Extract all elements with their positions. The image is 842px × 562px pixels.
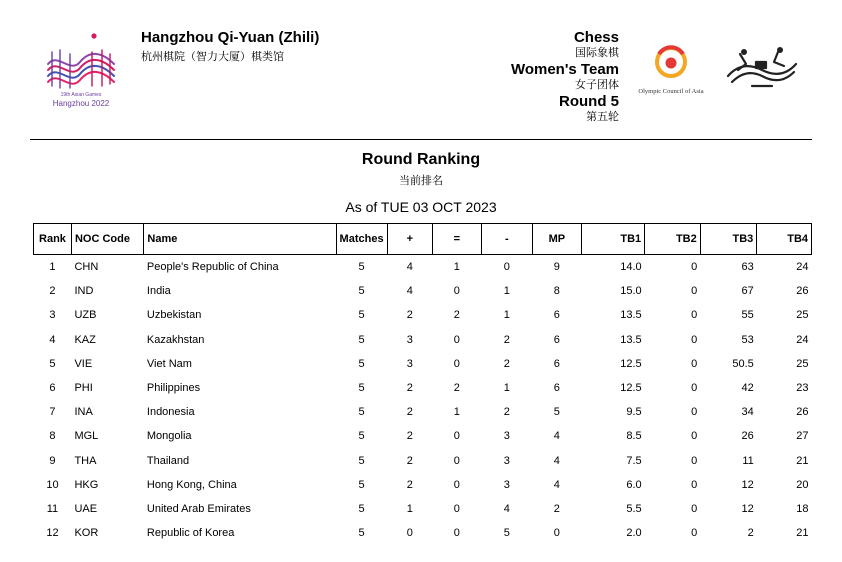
cell-name: People's Republic of China [146,261,279,274]
cell-tb2: 0 [691,357,698,370]
cell-won: 2 [406,478,413,491]
cell-tb1: 9.5 [626,406,642,419]
col-header-noc: NOC Code [71,224,143,255]
cell-tb2: 0 [691,309,698,322]
cell-matches: 5 [358,309,365,322]
cell-rank: 10 [46,478,59,491]
event-name-en: Women's Team [510,61,619,78]
cell-drawn: 0 [453,502,460,515]
cell-tb2: 0 [691,261,698,274]
cell-tb3: 12 [741,502,754,515]
cell-tb2: 0 [691,285,698,298]
cell-name: Kazakhstan [146,333,205,346]
cell-tb2: 0 [691,478,698,491]
table-row [34,328,812,352]
cell-tb2: 0 [691,454,698,467]
cell-matches: 5 [358,478,365,491]
cell-tb1: 6.0 [626,478,642,491]
cell-rank: 6 [49,382,56,395]
cell-tb2: 0 [691,430,698,443]
round-name-en: Round 5 [559,93,619,110]
cell-tb2: 0 [691,382,698,395]
cell-tb1: 14.0 [620,261,642,274]
cell-drawn: 0 [453,478,460,491]
sport-name-zh: 国际象棋 [575,47,619,59]
cell-tb1: 5.5 [626,502,642,515]
cell-drawn: 0 [453,333,460,346]
cell-matches: 5 [358,406,365,419]
cell-name: United Arab Emirates [146,502,251,515]
table-row [34,376,812,400]
cell-noc: INA [74,406,93,419]
cell-won: 2 [406,454,413,467]
cell-tb4: 20 [796,478,809,491]
cell-name: Philippines [146,382,201,395]
cell-tb2: 0 [691,333,698,346]
cell-name: Indonesia [146,406,195,419]
cell-rank: 8 [49,430,56,443]
cell-tb4: 25 [796,357,809,370]
venue-name-en: Hangzhou Qi-Yuan (Zhili) [141,29,320,46]
cell-rank: 7 [49,406,56,419]
cell-rank: 4 [49,333,56,346]
cell-drawn: 0 [453,527,460,540]
cell-lost: 0 [503,261,510,274]
cell-lost: 3 [503,454,510,467]
asian-games-logo [40,30,122,112]
table-row [34,449,812,473]
as-of-date: As of TUE 03 OCT 2023 [345,199,497,215]
cell-drawn: 0 [453,430,460,443]
cell-mp: 6 [553,333,560,346]
games-logo-line2: Hangzhou 2022 [52,99,110,108]
cell-lost: 3 [503,478,510,491]
cell-tb1: 7.5 [626,454,642,467]
cell-noc: CHN [74,261,99,274]
cell-won: 2 [406,382,413,395]
table-row [34,497,812,521]
cell-tb4: 26 [796,285,809,298]
cell-tb3: 53 [741,333,754,346]
page-title-zh: 当前排名 [399,175,443,187]
cell-tb3: 12 [741,478,754,491]
cell-mp: 6 [553,309,560,322]
cell-tb2: 0 [691,502,698,515]
ranking-table [33,223,812,545]
col-header-tb3: TB3 [700,224,757,255]
event-name-zh: 女子团体 [575,79,619,91]
cell-won: 4 [406,261,413,274]
cell-tb3: 63 [741,261,754,274]
col-header-tb1: TB1 [581,224,644,255]
cell-won: 3 [406,357,413,370]
cell-drawn: 0 [453,285,460,298]
col-header-tb4: TB4 [757,224,812,255]
cell-lost: 5 [503,527,510,540]
cell-tb1: 8.5 [626,430,642,443]
cell-won: 0 [406,527,413,540]
cell-matches: 5 [358,527,365,540]
table-row [34,279,812,303]
cell-tb1: 12.5 [620,382,642,395]
venue-name-zh: 杭州棋院（智力大厦）棋类馆 [141,51,284,63]
cell-tb3: 67 [741,285,754,298]
cell-tb1: 15.0 [620,285,642,298]
col-header-matches: Matches [336,224,387,255]
cell-mp: 0 [553,527,560,540]
table-row [34,255,812,280]
cell-matches: 5 [358,285,365,298]
table-row [34,424,812,448]
page-title: Round Ranking [361,151,481,168]
cell-tb1: 2.0 [626,527,642,540]
cell-tb4: 24 [796,333,809,346]
header-divider [30,139,812,140]
cell-tb4: 26 [796,406,809,419]
cell-matches: 5 [358,382,365,395]
cell-tb4: 27 [796,430,809,443]
cell-won: 2 [406,309,413,322]
cell-tb4: 25 [796,309,809,322]
table-row [34,473,812,497]
cell-rank: 9 [49,454,56,467]
cell-noc: MGL [74,430,99,443]
table-row [34,303,812,327]
cell-name: Viet Nam [146,357,192,370]
cell-lost: 1 [503,382,510,395]
cell-tb3: 55 [741,309,754,322]
cell-mp: 5 [553,406,560,419]
cell-drawn: 1 [453,261,460,274]
cell-mp: 2 [553,502,560,515]
cell-mp: 6 [553,357,560,370]
cell-rank: 2 [49,285,56,298]
table-row [34,400,812,424]
cell-lost: 1 [503,309,510,322]
table-row [34,352,812,376]
cell-tb2: 0 [691,406,698,419]
cell-rank: 5 [49,357,56,370]
games-logo-line1: 19th Asian Games [60,92,102,98]
cell-won: 1 [406,502,413,515]
cell-noc: UAE [74,502,98,515]
cell-drawn: 1 [453,406,460,419]
cell-lost: 1 [503,285,510,298]
cell-tb3: 42 [741,382,754,395]
cell-lost: 2 [503,333,510,346]
col-header-rank: Rank [34,224,72,255]
oca-logo-text: Olympic Council of Asia [638,88,704,95]
cell-matches: 5 [358,261,365,274]
cell-name: Republic of Korea [146,527,235,540]
cell-mp: 6 [553,382,560,395]
cell-noc: KOR [74,527,99,540]
cell-tb4: 21 [796,527,809,540]
cell-name: Thailand [146,454,190,467]
col-header-mp: MP [533,224,582,255]
cell-name: Uzbekistan [146,309,202,322]
cell-won: 4 [406,285,413,298]
cell-noc: PHI [74,382,93,395]
cell-matches: 5 [358,454,365,467]
cell-matches: 5 [358,333,365,346]
cell-rank: 3 [49,309,56,322]
cell-tb2: 0 [691,527,698,540]
cell-noc: IND [74,285,94,298]
cell-lost: 4 [503,502,510,515]
cell-tb3: 50.5 [732,357,754,370]
cell-drawn: 2 [453,309,460,322]
cell-rank: 11 [46,502,59,515]
cell-tb3: 34 [741,406,754,419]
cell-won: 2 [406,406,413,419]
ranking-table-body [34,255,812,546]
cell-tb4: 24 [796,261,809,274]
event-header [511,29,619,125]
cell-tb3: 11 [742,454,754,467]
cell-matches: 5 [358,502,365,515]
cell-lost: 3 [503,430,510,443]
col-header-won: + [387,224,433,255]
cell-tb1: 13.5 [620,309,642,322]
cell-rank: 12 [46,527,59,540]
cell-mp: 9 [553,261,560,274]
cell-tb4: 21 [796,454,809,467]
cell-name: Mongolia [146,430,192,443]
oca-logo [628,42,714,100]
cell-matches: 5 [358,430,365,443]
col-header-tb2: TB2 [645,224,701,255]
cell-noc: UZB [74,309,97,322]
cell-tb3: 2 [747,527,754,540]
cell-lost: 2 [503,406,510,419]
table-row [34,521,812,545]
cell-mp: 4 [553,478,560,491]
cell-drawn: 0 [453,454,460,467]
cell-noc: VIE [74,357,93,370]
cell-matches: 5 [358,357,365,370]
cell-noc: THA [74,454,97,467]
cell-drawn: 2 [453,382,460,395]
cell-tb1: 12.5 [620,357,642,370]
sport-name-en: Chess [573,29,619,46]
cell-lost: 2 [503,357,510,370]
cell-rank: 1 [49,261,56,274]
cell-tb4: 23 [796,382,809,395]
col-header-drawn: = [433,224,481,255]
cell-tb4: 18 [796,502,809,515]
chess-pictogram-icon [722,46,802,92]
cell-noc: HKG [74,478,99,491]
cell-won: 3 [406,333,413,346]
col-header-lost: - [481,224,532,255]
cell-drawn: 0 [453,357,460,370]
col-header-name: Name [144,224,336,255]
cell-noc: KAZ [74,333,96,346]
cell-mp: 8 [553,285,560,298]
cell-won: 2 [406,430,413,443]
cell-mp: 4 [553,454,560,467]
cell-tb1: 13.5 [620,333,642,346]
cell-mp: 4 [553,430,560,443]
cell-name: India [146,285,171,298]
table-header-row [34,224,812,255]
round-name-zh: 第五轮 [586,111,619,123]
cell-tb3: 26 [741,430,754,443]
cell-name: Hong Kong, China [146,478,237,491]
